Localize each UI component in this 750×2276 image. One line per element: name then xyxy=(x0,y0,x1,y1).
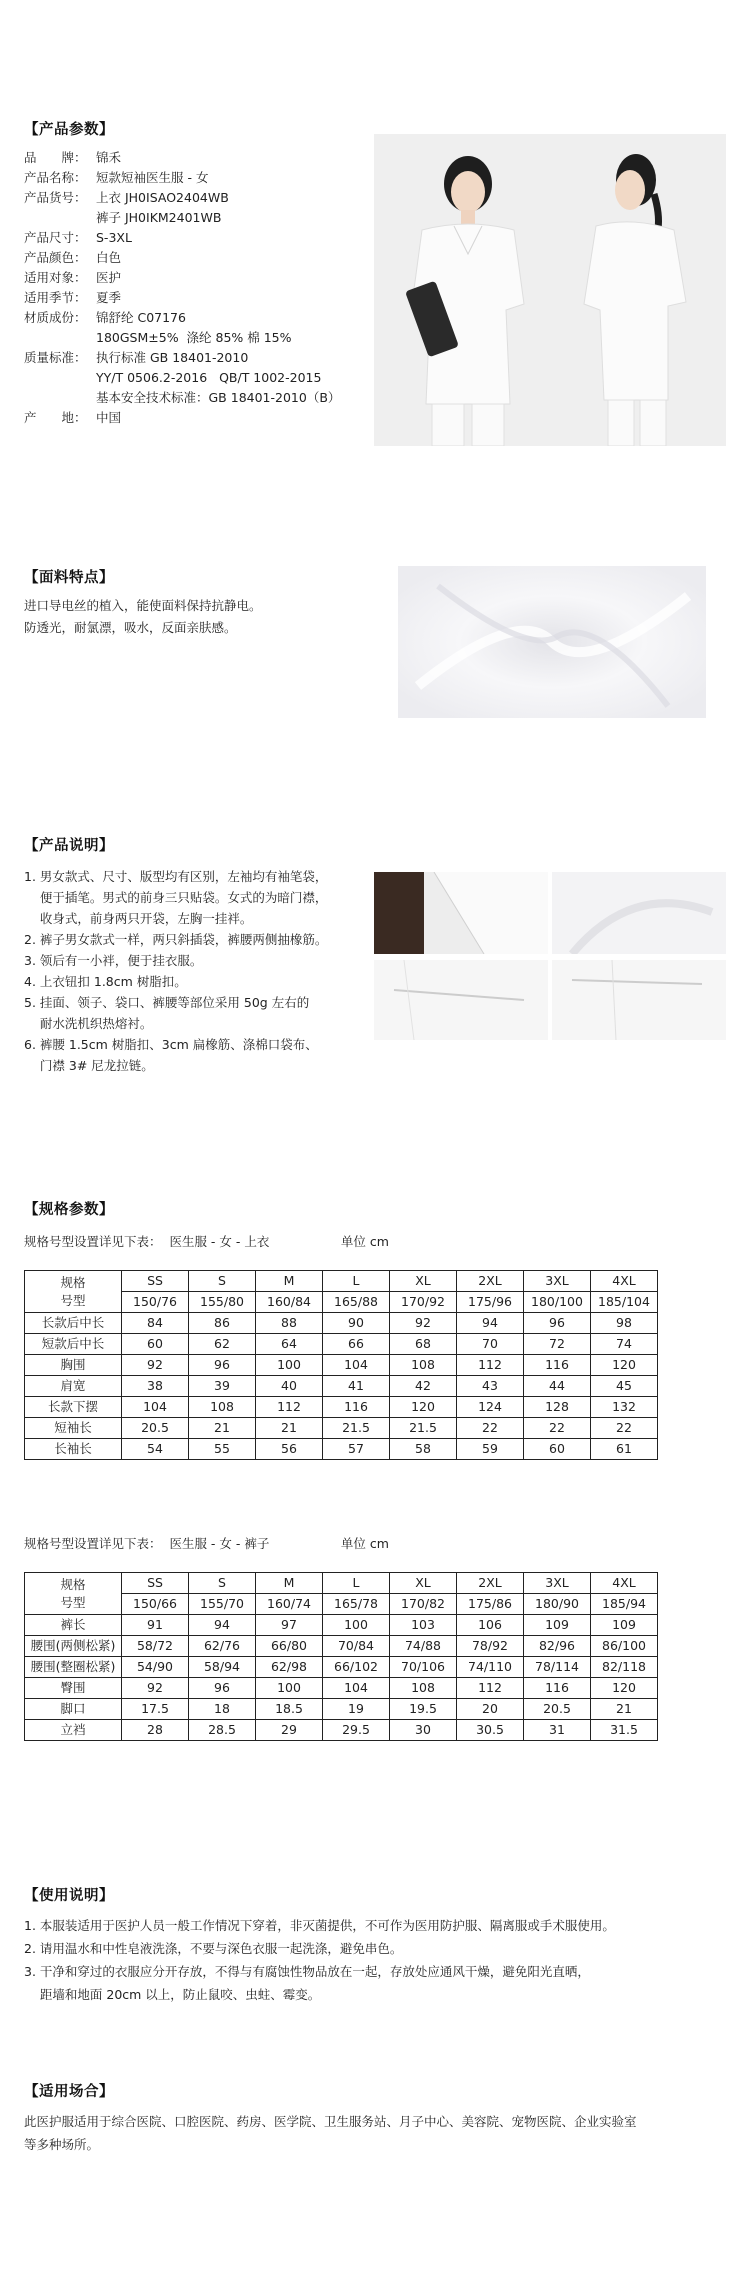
param-key xyxy=(24,388,96,408)
table-cell: 58/72 xyxy=(122,1636,189,1657)
table-cell: 18.5 xyxy=(256,1699,323,1720)
table-cell: 96 xyxy=(524,1313,591,1334)
param-value: 上衣 JH0ISAO2404WB xyxy=(96,190,229,205)
fabric-line-1: 进口导电丝的植入，能使面料保持抗静电。 xyxy=(24,598,262,613)
text-line: 距墙和地面 20cm 以上，防止鼠咬、虫蛀、霉变。 xyxy=(24,1987,321,2002)
table-cell: 58 xyxy=(390,1439,457,1460)
table-cell: 112 xyxy=(457,1678,524,1699)
param-value: 执行标准 GB 18401-2010 xyxy=(96,350,249,365)
table-cell: 20.5 xyxy=(524,1699,591,1720)
table-cell: 17.5 xyxy=(122,1699,189,1720)
row-label: 长款下摆 xyxy=(25,1397,122,1418)
table-cell: 19.5 xyxy=(390,1699,457,1720)
size-header: XL xyxy=(390,1573,457,1594)
table-row xyxy=(25,1615,658,1636)
table-cell: 64 xyxy=(256,1334,323,1355)
row-label: 腰围(两侧松紧) xyxy=(25,1636,122,1657)
table-cell: 124 xyxy=(457,1397,524,1418)
text-line: 便于插笔。男式的前身三只贴袋。女式的为暗门襟， xyxy=(24,890,328,905)
table-cell: 45 xyxy=(591,1376,658,1397)
size-header: M xyxy=(256,1271,323,1292)
param-row xyxy=(24,208,340,228)
table-row xyxy=(25,1636,658,1657)
param-row xyxy=(24,148,340,168)
param-key: 品 牌： xyxy=(24,150,87,165)
height-header: 160/84 xyxy=(256,1292,323,1313)
row-label: 裤长 xyxy=(25,1615,122,1636)
table-row xyxy=(25,1720,658,1741)
table-cell: 82/118 xyxy=(591,1657,658,1678)
height-header: 165/88 xyxy=(323,1292,390,1313)
table-cell: 97 xyxy=(256,1615,323,1636)
table-cell: 62 xyxy=(189,1334,256,1355)
table-corner: 规格 号型 xyxy=(25,1573,122,1615)
text-line: 门襟 3# 尼龙拉链。 xyxy=(24,1058,154,1073)
param-key xyxy=(24,208,96,228)
text-line: 等多种场所。 xyxy=(24,2137,100,2152)
table-cell: 86/100 xyxy=(591,1636,658,1657)
fabric-photo xyxy=(398,566,706,718)
fabric-line-2: 防透光，耐氯漂，吸水，反面亲肤感。 xyxy=(24,620,237,635)
table-cell: 40 xyxy=(256,1376,323,1397)
text-line: 3. 领后有一小袢，便于挂衣服。 xyxy=(24,953,203,968)
table-cell: 108 xyxy=(390,1678,457,1699)
table-cell: 18 xyxy=(189,1699,256,1720)
table-cell: 54/90 xyxy=(122,1657,189,1678)
height-header: 160/74 xyxy=(256,1594,323,1615)
param-key: 材质成份： xyxy=(24,310,87,325)
param-value: 短款短袖医生服 - 女 xyxy=(96,170,209,185)
table-cell: 92 xyxy=(122,1678,189,1699)
table-cell: 120 xyxy=(390,1397,457,1418)
table-cell: 66/102 xyxy=(323,1657,390,1678)
size-header: S xyxy=(189,1573,256,1594)
text-line: 3. 干净和穿过的衣服应分开存放，不得与有腐蚀性物品放在一起，存放处应通风干燥，避免阳光直晒， xyxy=(24,1964,590,1979)
row-label: 臀围 xyxy=(25,1678,122,1699)
param-row xyxy=(24,348,340,368)
table-cell: 74/88 xyxy=(390,1636,457,1657)
text-line: 1. 本服装适用于医护人员一般工作情况下穿着，非灭菌提供，不可作为医用防护服、隔离服或手术服使用。 xyxy=(24,1918,615,1933)
table-cell: 31 xyxy=(524,1720,591,1741)
table-cell: 70 xyxy=(457,1334,524,1355)
table-cell: 82/96 xyxy=(524,1636,591,1657)
param-row xyxy=(24,168,340,188)
description-title: 【产品说明】 xyxy=(24,838,114,854)
size-header: 3XL xyxy=(524,1271,591,1292)
table-cell: 120 xyxy=(591,1678,658,1699)
table-cell: 66/80 xyxy=(256,1636,323,1657)
table-cell: 91 xyxy=(122,1615,189,1636)
row-label: 肩宽 xyxy=(25,1376,122,1397)
param-row xyxy=(24,288,340,308)
table-cell: 62/76 xyxy=(189,1636,256,1657)
size-header: SS xyxy=(122,1271,189,1292)
param-key: 产品尺寸： xyxy=(24,230,87,245)
param-row xyxy=(24,228,340,248)
table-cell: 86 xyxy=(189,1313,256,1334)
table-cell: 31.5 xyxy=(591,1720,658,1741)
table-cell: 21.5 xyxy=(390,1418,457,1439)
size-header: L xyxy=(323,1271,390,1292)
product-model-photo xyxy=(374,134,726,446)
table-row xyxy=(25,1376,658,1397)
param-value: 白色 xyxy=(96,250,122,265)
text-line: 5. 挂面、领子、袋口、裤腰等部位采用 50g 左右的 xyxy=(24,995,310,1010)
table-cell: 22 xyxy=(457,1418,524,1439)
table-cell: 78/114 xyxy=(524,1657,591,1678)
table-cell: 106 xyxy=(457,1615,524,1636)
param-key xyxy=(24,328,96,348)
height-header: 185/104 xyxy=(591,1292,658,1313)
param-value: 180GSM±5% 涤纶 85% 棉 15% xyxy=(96,330,292,345)
table-cell: 62/98 xyxy=(256,1657,323,1678)
text-line: 4. 上衣钮扣 1.8cm 树脂扣。 xyxy=(24,974,187,989)
pants-table-caption: 规格号型设置详见下表： 医生服 - 女 - 裤子 单位 cm xyxy=(24,1536,389,1551)
table-row xyxy=(25,1439,658,1460)
params-title: 【产品参数】 xyxy=(24,122,114,138)
table-row xyxy=(25,1657,658,1678)
table-cell: 28 xyxy=(122,1720,189,1741)
table-cell: 100 xyxy=(323,1615,390,1636)
table-row xyxy=(25,1397,658,1418)
table-cell: 112 xyxy=(457,1355,524,1376)
table-cell: 60 xyxy=(122,1334,189,1355)
scenes-list xyxy=(24,2110,637,2156)
row-label: 胸围 xyxy=(25,1355,122,1376)
size-header: XL xyxy=(390,1271,457,1292)
table-cell: 68 xyxy=(390,1334,457,1355)
table-row xyxy=(25,1334,658,1355)
table-row xyxy=(25,1418,658,1439)
param-row xyxy=(24,308,340,328)
table-cell: 44 xyxy=(524,1376,591,1397)
table-cell: 70/84 xyxy=(323,1636,390,1657)
table-cell: 96 xyxy=(189,1678,256,1699)
text-line: 耐水洗机织热熔衬。 xyxy=(24,1016,153,1031)
table-cell: 21.5 xyxy=(323,1418,390,1439)
table-cell: 29.5 xyxy=(323,1720,390,1741)
table-cell: 84 xyxy=(122,1313,189,1334)
param-key: 产 地： xyxy=(24,410,87,425)
usage-title: 【使用说明】 xyxy=(24,1888,114,1904)
table-corner: 规格 号型 xyxy=(25,1271,122,1313)
param-value: YY/T 0506.2-2016 QB/T 1002-2015 xyxy=(96,370,322,385)
table-cell: 20.5 xyxy=(122,1418,189,1439)
text-line: 6. 裤腰 1.5cm 树脂扣、3cm 扁橡筋、涤棉口袋布、 xyxy=(24,1037,318,1052)
table-cell: 61 xyxy=(591,1439,658,1460)
row-label: 短袖长 xyxy=(25,1418,122,1439)
table-cell: 21 xyxy=(256,1418,323,1439)
table-cell: 104 xyxy=(122,1397,189,1418)
height-header: 165/78 xyxy=(323,1594,390,1615)
pants-size-table xyxy=(24,1572,658,1741)
param-row xyxy=(24,368,340,388)
height-header: 180/100 xyxy=(524,1292,591,1313)
table-cell: 41 xyxy=(323,1376,390,1397)
usage-list xyxy=(24,1914,615,2006)
param-value: 裤子 JH0IKM2401WB xyxy=(96,210,222,225)
table-cell: 60 xyxy=(524,1439,591,1460)
table-row xyxy=(25,1313,658,1334)
table-cell: 109 xyxy=(591,1615,658,1636)
table-cell: 22 xyxy=(591,1418,658,1439)
table-cell: 103 xyxy=(390,1615,457,1636)
row-label: 短款后中长 xyxy=(25,1334,122,1355)
size-header: S xyxy=(189,1271,256,1292)
param-row xyxy=(24,248,340,268)
height-header: 170/82 xyxy=(390,1594,457,1615)
size-header: M xyxy=(256,1573,323,1594)
table-cell: 120 xyxy=(591,1355,658,1376)
height-header: 185/94 xyxy=(591,1594,658,1615)
fabric-title: 【面料特点】 xyxy=(24,570,114,586)
table-cell: 28.5 xyxy=(189,1720,256,1741)
table-cell: 112 xyxy=(256,1397,323,1418)
table-cell: 30.5 xyxy=(457,1720,524,1741)
param-value: 夏季 xyxy=(96,290,122,305)
size-header: L xyxy=(323,1573,390,1594)
height-header: 175/86 xyxy=(457,1594,524,1615)
params-list xyxy=(24,148,340,428)
param-key: 产品颜色： xyxy=(24,250,87,265)
param-row xyxy=(24,408,340,428)
row-label: 脚口 xyxy=(25,1699,122,1720)
table-cell: 70/106 xyxy=(390,1657,457,1678)
table-cell: 116 xyxy=(323,1397,390,1418)
table-cell: 54 xyxy=(122,1439,189,1460)
table-cell: 30 xyxy=(390,1720,457,1741)
size-header: 3XL xyxy=(524,1573,591,1594)
table-cell: 21 xyxy=(189,1418,256,1439)
text-line: 2. 请用温水和中性皂液洗涤，不要与深色衣服一起洗涤，避免串色。 xyxy=(24,1941,403,1956)
height-header: 150/66 xyxy=(122,1594,189,1615)
param-key: 适用对象： xyxy=(24,270,87,285)
table-cell: 104 xyxy=(323,1355,390,1376)
row-label: 长款后中长 xyxy=(25,1313,122,1334)
table-cell: 39 xyxy=(189,1376,256,1397)
height-header: 155/80 xyxy=(189,1292,256,1313)
detail-photo-pocket xyxy=(374,960,548,1040)
param-value: 医护 xyxy=(96,270,122,285)
size-header: 4XL xyxy=(591,1573,658,1594)
table-cell: 19 xyxy=(323,1699,390,1720)
description-list xyxy=(24,866,327,1076)
detail-photo-collar xyxy=(374,872,548,954)
row-label: 立裆 xyxy=(25,1720,122,1741)
table-cell: 55 xyxy=(189,1439,256,1460)
height-header: 150/76 xyxy=(122,1292,189,1313)
table-cell: 58/94 xyxy=(189,1657,256,1678)
param-row xyxy=(24,188,340,208)
param-value: 基本安全技术标准：GB 18401-2010（B） xyxy=(96,390,341,405)
param-key: 适用季节： xyxy=(24,290,87,305)
table-cell: 20 xyxy=(457,1699,524,1720)
table-cell: 94 xyxy=(457,1313,524,1334)
table-cell: 128 xyxy=(524,1397,591,1418)
size-header: 2XL xyxy=(457,1271,524,1292)
height-header: 175/96 xyxy=(457,1292,524,1313)
table-cell: 66 xyxy=(323,1334,390,1355)
size-header: SS xyxy=(122,1573,189,1594)
top-table-caption: 规格号型设置详见下表： 医生服 - 女 - 上衣 单位 cm xyxy=(24,1234,389,1249)
param-key: 产品货号： xyxy=(24,190,87,205)
table-row xyxy=(25,1699,658,1720)
row-label: 长袖长 xyxy=(25,1439,122,1460)
table-cell: 109 xyxy=(524,1615,591,1636)
param-value: 锦舒纶 C07176 xyxy=(96,310,186,325)
table-cell: 21 xyxy=(591,1699,658,1720)
table-cell: 22 xyxy=(524,1418,591,1439)
table-cell: 108 xyxy=(390,1355,457,1376)
text-line: 1. 男女款式、尺寸、版型均有区别，左袖均有袖笔袋， xyxy=(24,869,328,884)
table-cell: 108 xyxy=(189,1397,256,1418)
detail-photo-hem xyxy=(552,960,726,1040)
param-value: 锦禾 xyxy=(96,150,122,165)
param-row xyxy=(24,388,340,408)
param-value: S-3XL xyxy=(96,230,132,245)
table-row xyxy=(25,1678,658,1699)
table-cell: 72 xyxy=(524,1334,591,1355)
param-key xyxy=(24,368,96,388)
height-header: 180/90 xyxy=(524,1594,591,1615)
table-cell: 29 xyxy=(256,1720,323,1741)
table-cell: 100 xyxy=(256,1355,323,1376)
table-cell: 88 xyxy=(256,1313,323,1334)
param-value: 中国 xyxy=(96,410,122,425)
table-cell: 78/92 xyxy=(457,1636,524,1657)
table-cell: 43 xyxy=(457,1376,524,1397)
table-cell: 116 xyxy=(524,1678,591,1699)
table-cell: 92 xyxy=(122,1355,189,1376)
param-key: 质量标准： xyxy=(24,350,87,365)
table-row xyxy=(25,1355,658,1376)
specs-title: 【规格参数】 xyxy=(24,1202,114,1218)
table-cell: 42 xyxy=(390,1376,457,1397)
text-line: 2. 裤子男女款式一样，两只斜插袋，裤腰两侧抽橡筋。 xyxy=(24,932,328,947)
size-header: 4XL xyxy=(591,1271,658,1292)
scenes-title: 【适用场合】 xyxy=(24,2084,114,2100)
top-size-table xyxy=(24,1270,658,1460)
table-cell: 100 xyxy=(256,1678,323,1699)
table-cell: 92 xyxy=(390,1313,457,1334)
height-header: 155/70 xyxy=(189,1594,256,1615)
text-line: 此医护服适用于综合医院、口腔医院、药房、医学院、卫生服务站、月子中心、美容院、宠物医院、企业实验室 xyxy=(24,2114,637,2129)
table-cell: 96 xyxy=(189,1355,256,1376)
table-cell: 132 xyxy=(591,1397,658,1418)
table-cell: 57 xyxy=(323,1439,390,1460)
table-cell: 74/110 xyxy=(457,1657,524,1678)
param-key: 产品名称： xyxy=(24,170,87,185)
table-cell: 74 xyxy=(591,1334,658,1355)
detail-photo-sleeve xyxy=(552,872,726,954)
param-row xyxy=(24,328,340,348)
table-cell: 56 xyxy=(256,1439,323,1460)
table-cell: 94 xyxy=(189,1615,256,1636)
table-cell: 59 xyxy=(457,1439,524,1460)
row-label: 腰围(整圈松紧) xyxy=(25,1657,122,1678)
table-cell: 38 xyxy=(122,1376,189,1397)
text-line: 收身式，前身两只开袋，左胸一挂袢。 xyxy=(24,911,253,926)
param-row xyxy=(24,268,340,288)
table-cell: 104 xyxy=(323,1678,390,1699)
table-cell: 116 xyxy=(524,1355,591,1376)
table-cell: 90 xyxy=(323,1313,390,1334)
height-header: 170/92 xyxy=(390,1292,457,1313)
size-header: 2XL xyxy=(457,1573,524,1594)
table-cell: 98 xyxy=(591,1313,658,1334)
